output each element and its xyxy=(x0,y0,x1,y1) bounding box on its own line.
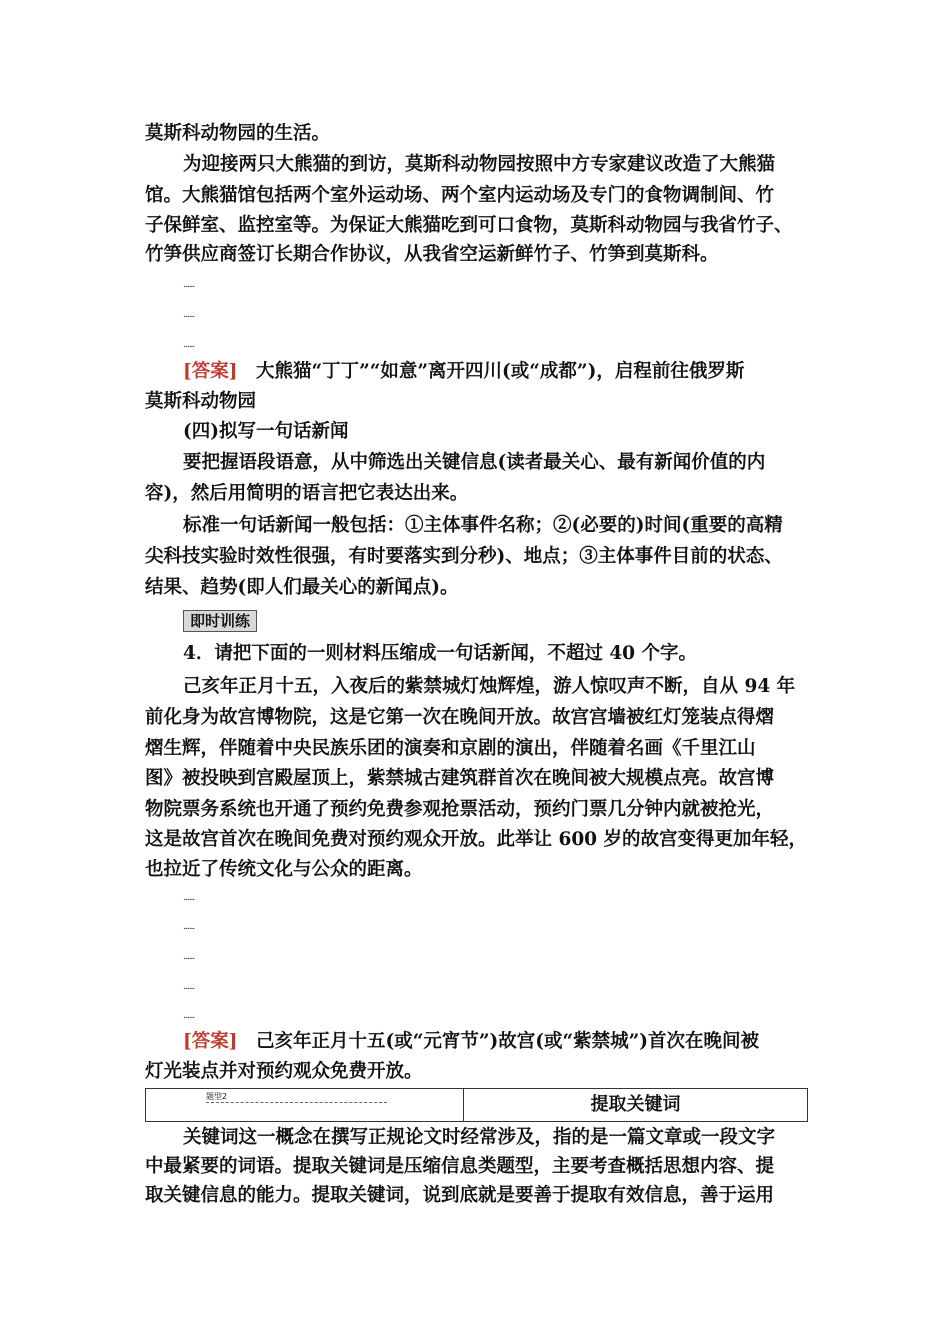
text-line: 前化身为故宫博物院，这是它第一次在晚间开放。故宫宫墙被红灯笼装点得熠 xyxy=(145,707,775,728)
answer-line: 莫斯科动物园 xyxy=(145,391,257,412)
answer-line xyxy=(183,1030,810,1054)
text-line: 中最紧要的词语。提取关键词是压缩信息类题型，主要考查概括思想内容、提 xyxy=(145,1156,775,1177)
blank-dots: ...... xyxy=(183,922,195,932)
blank-dots: ...... xyxy=(183,340,195,350)
text-line: 为迎接两只大熊猫的到访，莫斯科动物园按照中方专家建议改造了大熊猫 xyxy=(183,154,776,175)
text-line: 结果、趋势(即人们最关心的新闻点)。 xyxy=(145,577,459,598)
topic-tag-cell xyxy=(146,1089,464,1121)
text-line: 莫斯科动物园的生活。 xyxy=(145,123,331,144)
text-line: 馆。大熊猫馆包括两个室外运动场、两个室内运动场及专门的食物调制间、竹 xyxy=(145,185,775,206)
blank-dots: ...... xyxy=(183,952,195,962)
topic-tag: 题型2 xyxy=(206,1092,387,1103)
blank-dots: ...... xyxy=(183,310,195,320)
text-line: 关键词这一概念在撰写正规论文时经常涉及，指的是一篇文章或一段文字 xyxy=(183,1127,776,1148)
text-line: 竹笋供应商签订长期合作协议，从我省空运新鲜竹子、竹笋到莫斯科。 xyxy=(145,244,719,265)
answer-text: 大熊猫“丁丁”“如意”离开四川(或“成都”)，启程前往俄罗斯 xyxy=(255,361,745,382)
blank-dots: ...... xyxy=(183,982,195,992)
answer-tag: [答案] xyxy=(183,361,238,382)
answer-tag: [答案] xyxy=(183,1031,238,1052)
answer-text: 己亥年正月十五(或“元宵节”)故宫(或“紫禁城”)首次在晚间被 xyxy=(255,1031,760,1052)
text-line: 己亥年正月十五，入夜后的紫禁城灯烛辉煌，游人惊叹声不断，自从 94 年 xyxy=(183,676,796,697)
blank-dots: ...... xyxy=(183,893,195,903)
text-line: 也拉近了传统文化与公众的距离。 xyxy=(145,859,423,880)
text-line: 取关键信息的能力。提取关键词，说到底就是要善于提取有效信息，善于运用 xyxy=(145,1185,775,1206)
text-line: 图》被投映到宫殿屋顶上，紫禁城古建筑群首次在晚间被大规模点亮。故宫博 xyxy=(145,768,775,789)
text-line: 标准一句话新闻一般包括：①主体事件名称；②(必要的)时间(重要的高精 xyxy=(183,515,783,536)
training-label: 即时训练 xyxy=(183,610,257,632)
text-line: 尖科技实验时效性很强，有时要落实到分秒)、地点；③主体事件目前的状态、 xyxy=(145,546,783,567)
answer-line xyxy=(183,360,810,384)
topic-title: 提取关键词 xyxy=(590,1094,681,1115)
text-line: 容)，然后用简明的语言把它表达出来。 xyxy=(145,483,469,504)
text-line: 物院票务系统也开通了预约免费参观抢票活动，预约门票几分钟内就被抢光， xyxy=(145,799,775,820)
question-prompt: 4．请把下面的一则材料压缩成一句话新闻，不超过 40 个字。 xyxy=(183,643,698,664)
text-line: 子保鲜室、监控室等。为保证大熊猫吃到可口食物，莫斯科动物园与我省竹子、 xyxy=(145,215,793,236)
answer-line: 灯光装点并对预约观众免费开放。 xyxy=(145,1061,423,1082)
text-line: 熠生辉，伴随着中央民族乐团的演奏和京剧的演出，伴随着名画《千里江山 xyxy=(145,738,756,759)
text-line: 要把握语段语意，从中筛选出关键信息(读者最关心、最有新闻价值的内 xyxy=(183,452,766,473)
topic-header-table xyxy=(145,1088,808,1122)
text-line: 这是故宫首次在晚间免费对预约观众开放。此举让 600 岁的故宫变得更加年轻， xyxy=(145,829,808,850)
blank-dots: ...... xyxy=(183,1011,195,1021)
blank-dots: ...... xyxy=(183,280,195,290)
section-heading: (四)拟写一句话新闻 xyxy=(183,421,349,442)
